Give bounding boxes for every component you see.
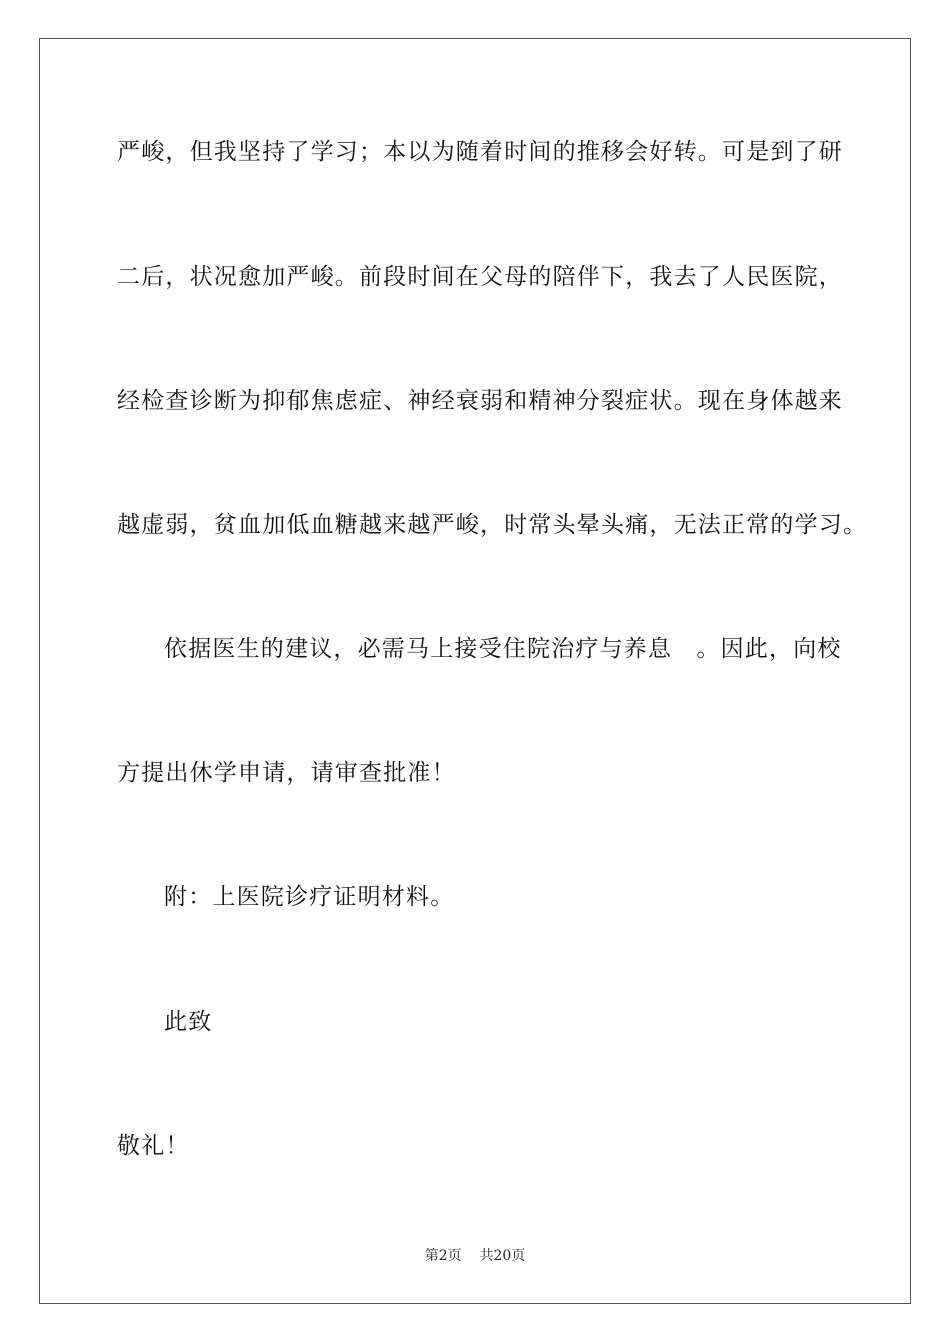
closing-salutation: 此致 [164, 1009, 213, 1035]
page-total: 共20页 [479, 1248, 526, 1264]
attachment-note: 附：上医院诊疗证明材料。 [164, 884, 455, 910]
body-line-5: 依据医生的建议，必需马上接受住院治疗与养息 。因此，向校 [164, 636, 842, 662]
page-border [39, 38, 911, 1304]
body-line-6: 方提出休学申请，请审查批准！ [117, 760, 456, 786]
body-line-3: 经检查诊断为抑郁焦虑症、神经衰弱和精神分裂症状。现在身体越来 [117, 388, 843, 414]
body-line-2: 二后，状况愈加严峻。前段时间在父母的陪伴下，我去了人民医院， [117, 264, 843, 290]
page-number: 第2页 [424, 1248, 462, 1264]
page-footer [0, 1246, 950, 1266]
body-line-4: 越虚弱，贫血加低血糖越来越严峻，时常头晕头痛，无法正常的学习。 [117, 512, 868, 538]
closing-regards: 敬礼！ [117, 1133, 190, 1159]
body-line-1: 严峻，但我坚持了学习；本以为随着时间的推移会好转。可是到了研 [117, 139, 843, 165]
